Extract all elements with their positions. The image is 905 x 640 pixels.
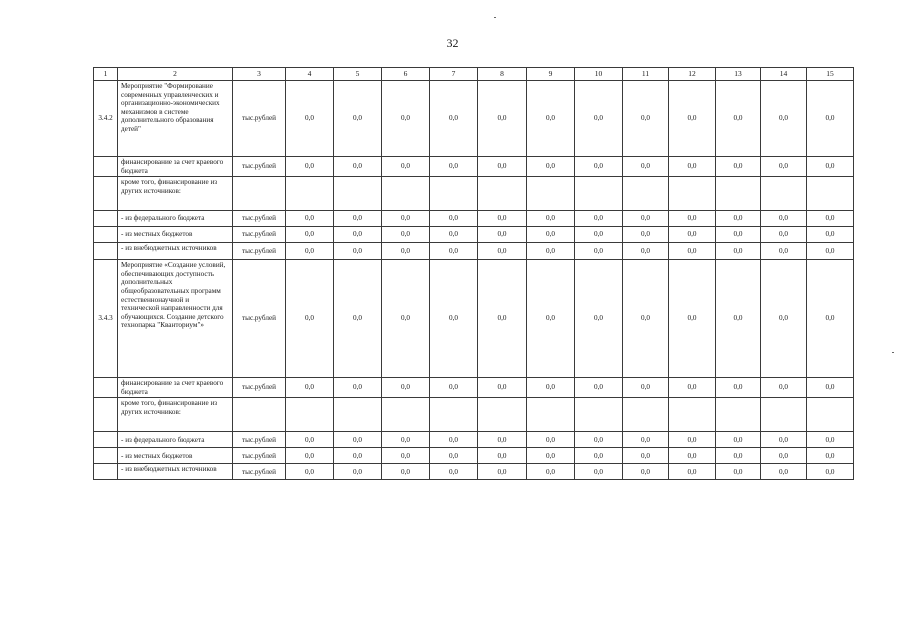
row-name: - из местных бюджетов [118, 227, 233, 243]
table-row [94, 464, 854, 480]
value-cell: 0,0 [669, 432, 716, 448]
value-cell [761, 177, 807, 211]
row-unit: тыс.рублей [233, 432, 286, 448]
value-cell: 0,0 [575, 432, 623, 448]
value-cell [623, 177, 669, 211]
value-cell: 0,0 [286, 432, 334, 448]
value-cell: 0,0 [761, 243, 807, 260]
value-cell: 0,0 [286, 211, 334, 227]
value-cell: 0,0 [623, 227, 669, 243]
row-code [94, 378, 118, 398]
value-cell: 0,0 [669, 378, 716, 398]
value-cell: 0,0 [575, 464, 623, 480]
value-cell: 0,0 [334, 81, 382, 157]
value-cell: 0,0 [575, 157, 623, 177]
value-cell: 0,0 [669, 260, 716, 378]
value-cell: 0,0 [575, 227, 623, 243]
header-cell: 5 [334, 68, 382, 81]
value-cell: 0,0 [382, 81, 430, 157]
value-cell: 0,0 [478, 260, 527, 378]
row-code [94, 398, 118, 432]
value-cell: 0,0 [527, 260, 575, 378]
table-row [94, 398, 854, 432]
value-cell: 0,0 [334, 464, 382, 480]
value-cell: 0,0 [669, 448, 716, 464]
value-cell: 0,0 [382, 243, 430, 260]
value-cell: 0,0 [478, 211, 527, 227]
value-cell: 0,0 [382, 157, 430, 177]
value-cell [430, 398, 478, 432]
value-cell: 0,0 [669, 243, 716, 260]
value-cell: 0,0 [527, 448, 575, 464]
header-cell: 15 [807, 68, 854, 81]
value-cell: 0,0 [761, 157, 807, 177]
value-cell: 0,0 [527, 157, 575, 177]
row-unit: тыс.рублей [233, 227, 286, 243]
value-cell: 0,0 [623, 448, 669, 464]
budget-table [93, 67, 854, 480]
value-cell [669, 177, 716, 211]
row-code [94, 243, 118, 260]
value-cell: 0,0 [575, 448, 623, 464]
value-cell: 0,0 [716, 432, 761, 448]
header-cell: 4 [286, 68, 334, 81]
value-cell: 0,0 [286, 260, 334, 378]
header-cell: 6 [382, 68, 430, 81]
row-code: 3.4.3 [94, 260, 118, 378]
value-cell: 0,0 [716, 448, 761, 464]
value-cell [716, 177, 761, 211]
value-cell: 0,0 [334, 432, 382, 448]
value-cell: 0,0 [286, 448, 334, 464]
table-row [94, 260, 854, 378]
row-unit: тыс.рублей [233, 378, 286, 398]
value-cell: 0,0 [478, 464, 527, 480]
header-cell: 7 [430, 68, 478, 81]
value-cell: 0,0 [382, 432, 430, 448]
value-cell: 0,0 [761, 211, 807, 227]
value-cell [807, 177, 854, 211]
row-name: кроме того, финансирование из других источников: [118, 398, 233, 432]
value-cell: 0,0 [478, 227, 527, 243]
row-code [94, 157, 118, 177]
value-cell [286, 398, 334, 432]
value-cell: 0,0 [527, 432, 575, 448]
header-cell: 10 [575, 68, 623, 81]
row-unit: тыс.рублей [233, 464, 286, 480]
value-cell: 0,0 [761, 432, 807, 448]
header-row [94, 68, 854, 81]
table-row [94, 227, 854, 243]
value-cell: 0,0 [382, 260, 430, 378]
value-cell: 0,0 [334, 211, 382, 227]
value-cell: 0,0 [430, 227, 478, 243]
value-cell: 0,0 [807, 448, 854, 464]
value-cell: 0,0 [623, 464, 669, 480]
value-cell: 0,0 [761, 260, 807, 378]
header-cell: 3 [233, 68, 286, 81]
value-cell: 0,0 [382, 227, 430, 243]
value-cell: 0,0 [334, 227, 382, 243]
value-cell: 0,0 [807, 260, 854, 378]
value-cell: 0,0 [382, 211, 430, 227]
value-cell [334, 177, 382, 211]
value-cell [430, 177, 478, 211]
value-cell: 0,0 [575, 260, 623, 378]
row-unit: тыс.рублей [233, 157, 286, 177]
value-cell: 0,0 [478, 448, 527, 464]
row-unit: тыс.рублей [233, 260, 286, 378]
value-cell: 0,0 [430, 378, 478, 398]
value-cell: 0,0 [286, 81, 334, 157]
value-cell: 0,0 [716, 378, 761, 398]
row-code [94, 432, 118, 448]
row-name: финансирование за счет краевого бюджета [118, 157, 233, 177]
value-cell: 0,0 [575, 211, 623, 227]
value-cell: 0,0 [761, 227, 807, 243]
value-cell: 0,0 [286, 157, 334, 177]
value-cell: 0,0 [716, 81, 761, 157]
value-cell: 0,0 [286, 227, 334, 243]
value-cell: 0,0 [478, 157, 527, 177]
row-name: - из местных бюджетов [118, 448, 233, 464]
value-cell: 0,0 [761, 378, 807, 398]
value-cell: 0,0 [669, 157, 716, 177]
value-cell: 0,0 [527, 211, 575, 227]
value-cell: 0,0 [669, 464, 716, 480]
row-name: - из федерального бюджета [118, 432, 233, 448]
value-cell: 0,0 [623, 157, 669, 177]
value-cell: 0,0 [334, 448, 382, 464]
value-cell: 0,0 [430, 157, 478, 177]
value-cell: 0,0 [382, 448, 430, 464]
value-cell [716, 398, 761, 432]
table-body [94, 81, 854, 480]
row-code: 3.4.2 [94, 81, 118, 157]
value-cell: 0,0 [807, 227, 854, 243]
value-cell [575, 398, 623, 432]
row-unit [233, 398, 286, 432]
value-cell: 0,0 [716, 243, 761, 260]
value-cell: 0,0 [623, 243, 669, 260]
value-cell: 0,0 [478, 81, 527, 157]
row-name: - из внебюджетных источников [118, 243, 233, 260]
value-cell: 0,0 [807, 243, 854, 260]
value-cell: 0,0 [761, 448, 807, 464]
value-cell: 0,0 [527, 227, 575, 243]
table-row [94, 157, 854, 177]
value-cell [478, 398, 527, 432]
header-cell: 1 [94, 68, 118, 81]
page-number: 32 [446, 36, 459, 50]
value-cell [334, 398, 382, 432]
header-cell: 12 [669, 68, 716, 81]
table-row [94, 432, 854, 448]
value-cell: 0,0 [669, 211, 716, 227]
row-unit: тыс.рублей [233, 243, 286, 260]
row-code [94, 227, 118, 243]
value-cell: 0,0 [334, 243, 382, 260]
row-code [94, 448, 118, 464]
row-code [94, 177, 118, 211]
value-cell: 0,0 [575, 81, 623, 157]
value-cell: 0,0 [430, 211, 478, 227]
value-cell [478, 177, 527, 211]
row-unit: тыс.рублей [233, 211, 286, 227]
value-cell: 0,0 [623, 81, 669, 157]
value-cell: 0,0 [382, 464, 430, 480]
value-cell: 0,0 [716, 227, 761, 243]
row-name: - из федерального бюджета [118, 211, 233, 227]
header-cell: 9 [527, 68, 575, 81]
value-cell [807, 398, 854, 432]
value-cell: 0,0 [716, 211, 761, 227]
value-cell: 0,0 [623, 211, 669, 227]
value-cell: 0,0 [761, 81, 807, 157]
value-cell: 0,0 [807, 81, 854, 157]
value-cell [382, 177, 430, 211]
header-cell: 8 [478, 68, 527, 81]
header-cell: 11 [623, 68, 669, 81]
value-cell: 0,0 [623, 260, 669, 378]
value-cell: 0,0 [623, 378, 669, 398]
value-cell: 0,0 [286, 464, 334, 480]
value-cell [527, 177, 575, 211]
value-cell: 0,0 [286, 378, 334, 398]
value-cell: 0,0 [478, 432, 527, 448]
header-cell: 13 [716, 68, 761, 81]
value-cell: 0,0 [430, 448, 478, 464]
value-cell: 0,0 [334, 378, 382, 398]
value-cell: 0,0 [430, 464, 478, 480]
value-cell: 0,0 [807, 378, 854, 398]
row-code [94, 464, 118, 480]
row-name: Мероприятие "Формирование современных управленческих и организационно-экономических механизмов в системе дополнительного образования детей" [118, 81, 233, 157]
header-cell: 14 [761, 68, 807, 81]
value-cell: 0,0 [430, 432, 478, 448]
row-name: кроме того, финансирование из других источников: [118, 177, 233, 211]
header-cell: 2 [118, 68, 233, 81]
value-cell: 0,0 [761, 464, 807, 480]
value-cell: 0,0 [478, 243, 527, 260]
table-row [94, 243, 854, 260]
row-name: финансирование за счет краевого бюджета [118, 378, 233, 398]
value-cell: 0,0 [807, 464, 854, 480]
table-row [94, 448, 854, 464]
value-cell: 0,0 [527, 464, 575, 480]
value-cell [382, 398, 430, 432]
value-cell: 0,0 [807, 211, 854, 227]
row-name: - из внебюджетных источников [118, 464, 233, 480]
table-row [94, 211, 854, 227]
value-cell: 0,0 [716, 157, 761, 177]
value-cell: 0,0 [478, 378, 527, 398]
value-cell: 0,0 [807, 157, 854, 177]
value-cell: 0,0 [575, 243, 623, 260]
value-cell: 0,0 [527, 243, 575, 260]
table-row [94, 81, 854, 157]
value-cell: 0,0 [430, 243, 478, 260]
row-unit: тыс.рублей [233, 448, 286, 464]
value-cell [286, 177, 334, 211]
value-cell: 0,0 [430, 260, 478, 378]
row-code [94, 211, 118, 227]
value-cell: 0,0 [669, 227, 716, 243]
value-cell [575, 177, 623, 211]
value-cell [527, 398, 575, 432]
value-cell: 0,0 [623, 432, 669, 448]
value-cell: 0,0 [382, 378, 430, 398]
row-unit [233, 177, 286, 211]
value-cell: 0,0 [669, 81, 716, 157]
value-cell: 0,0 [807, 432, 854, 448]
value-cell: 0,0 [334, 157, 382, 177]
row-unit: тыс.рублей [233, 81, 286, 157]
value-cell: 0,0 [716, 464, 761, 480]
value-cell [761, 398, 807, 432]
value-cell: 0,0 [430, 81, 478, 157]
table-row [94, 378, 854, 398]
value-cell: 0,0 [527, 81, 575, 157]
row-name: Мероприятие «Создание условий, обеспечивающих доступность дополнительных общеобразовательных программ естественнонаучной и технической направленности для обучающихся. Создание детского технопарка "Кванториум"» [118, 260, 233, 378]
table-row [94, 177, 854, 211]
value-cell: 0,0 [286, 243, 334, 260]
value-cell: 0,0 [575, 378, 623, 398]
value-cell: 0,0 [527, 378, 575, 398]
value-cell: 0,0 [716, 260, 761, 378]
value-cell [623, 398, 669, 432]
value-cell [669, 398, 716, 432]
value-cell: 0,0 [334, 260, 382, 378]
